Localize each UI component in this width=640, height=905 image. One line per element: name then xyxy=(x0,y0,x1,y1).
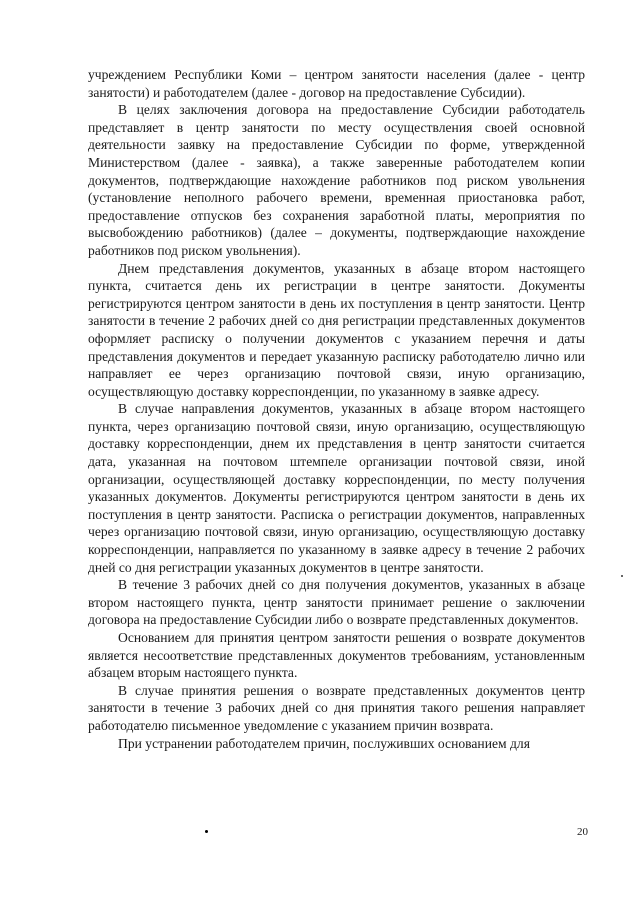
scan-dot xyxy=(205,830,208,833)
paragraph-4: В случае направления документов, указанных в абзаце втором настоящего пункта, через организацию почтовой связи, иную организацию, осуществляющую доставку корреспонденции, днем их представления в центр занятости считается дата, указанная на почтовом штемпеле организации почтовой связи, иной организации, осуществляющей доставку корреспонденции, по месту получения указанных документов. Документы регистрируются центром занятости в день их поступления в центр занятости. Расписка о регистрации документов, направленных через организацию почтовой связи, иную организацию, осуществляющую доставку корреспонденции, направляется по указанному в заявке адресу в течение 2 рабочих дней со дня регистрации указанных документов в центре занятости. xyxy=(88,401,585,575)
page-number: 20 xyxy=(577,826,588,838)
paragraph-7: В случае принятия решения о возврате представленных документов центр занятости в течение 3 рабочих дней со дня принятия такого решения направляет работодателю письменное уведомление с указанием причин возврата. xyxy=(88,682,585,733)
scan-edge-mark xyxy=(621,575,623,577)
document-page xyxy=(88,66,585,752)
paragraph-1: учреждением Республики Коми – центром занятости населения (далее - центр занятости) и работодателем (далее - договор на предоставление Субсидии). xyxy=(88,67,585,100)
paragraph-8: При устранении работодателем причин, послуживших основанием для xyxy=(118,735,530,751)
paragraph-5: В течение 3 рабочих дней со дня получения документов, указанных в абзаце втором настоящего пункта, центр занятости принимает решение о заключении договора на предоставление Субсидии либо о возврате представленных документов. xyxy=(88,577,585,628)
paragraph-2: В целях заключения договора на предоставление Субсидии работодатель представляет в центр занятости по месту осуществления своей основной деятельности заявку на предоставление Субсидии по форме, утвержденной Министерством (далее - заявка), а также заверенные работодателем копии документов, подтверждающие нахождение работников под риском увольнения (установление неполного рабочего времени, временная приостановка работ, предоставление отпусков без сохранения заработной платы, мероприятия по высвобождению работников) (далее – документы, подтверждающие нахождение работников под риском увольнения). xyxy=(88,102,585,258)
paragraph-3: Днем представления документов, указанных в абзаце втором настоящего пункта, считается день их регистрации в центре занятости. Документы регистрируются центром занятости в день их поступления в центр занятости. Центр занятости в течение 2 рабочих дней со дня регистрации представленных документов оформляет расписку о получении документов с указанием перечня и даты представления документов и передает указанную расписку работодателю лично или направляет ее через организацию почтовой связи, иную организацию, осуществляющую доставку корреспонденции, по указанному в заявке адресу. xyxy=(88,260,585,399)
paragraph-6: Основанием для принятия центром занятости решения о возврате документов является несоответствие представленных документов требованиям, установленным абзацем вторым настоящего пункта. xyxy=(88,630,585,681)
